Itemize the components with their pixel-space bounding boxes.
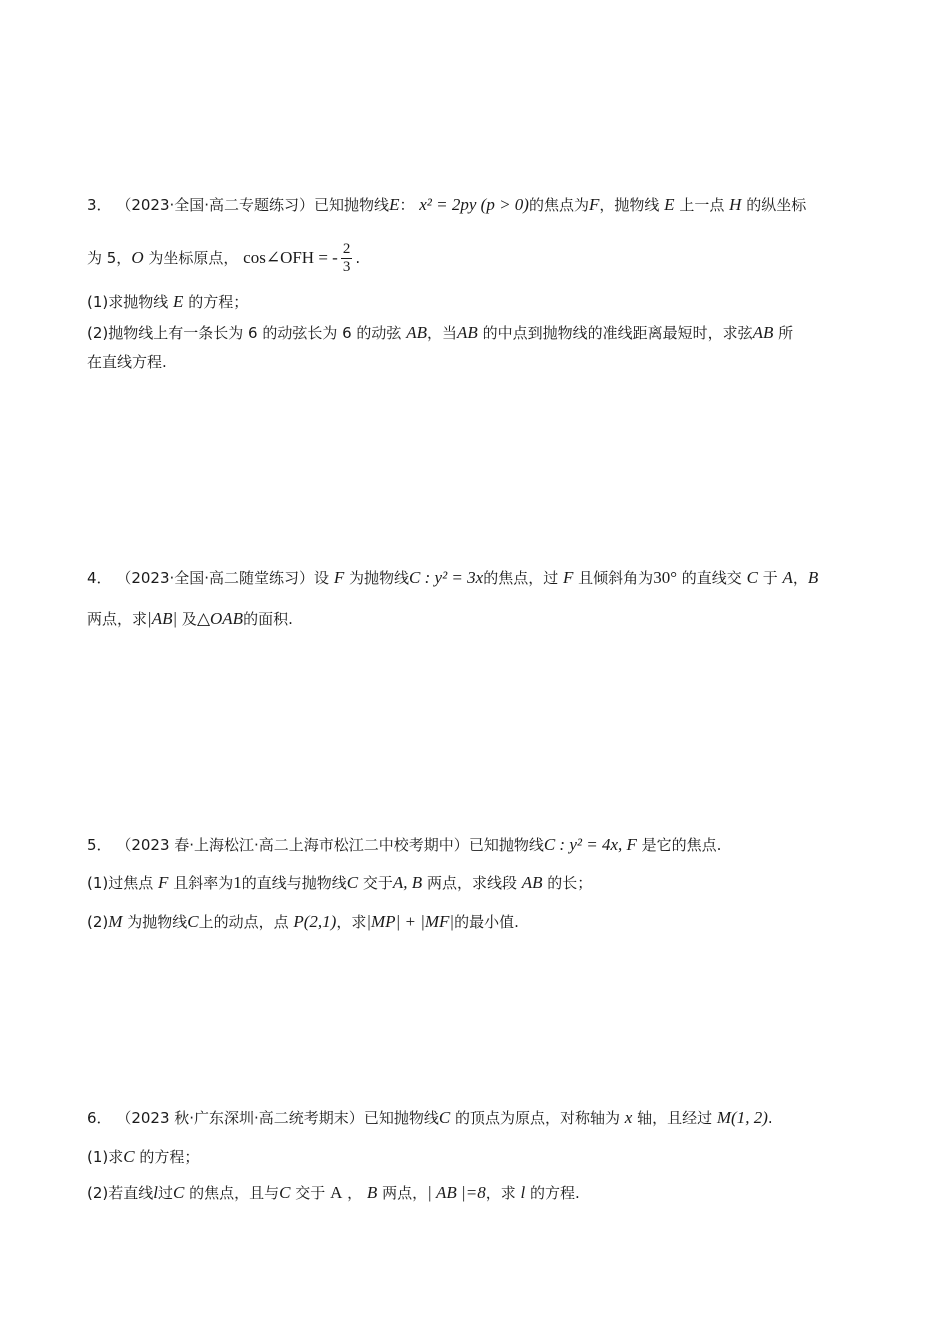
q6-text: 轴，且经过 bbox=[637, 1109, 713, 1127]
q5-line1 bbox=[87, 834, 860, 856]
q5-part1-text: (1)过焦点 bbox=[87, 874, 154, 892]
q6-point-M: M(1, 2) bbox=[716, 1108, 768, 1127]
q4-var-A: A bbox=[782, 568, 793, 587]
q4-text: 于 bbox=[762, 569, 778, 587]
q6-part2-text: 的焦点，且与 bbox=[189, 1184, 280, 1202]
q6-part2-text: 交于 bbox=[295, 1184, 326, 1202]
q3-text: 的焦点为 bbox=[528, 196, 589, 214]
q3-part2-text: (2)抛物线上有一条长为 6 的动弦长为 6 的动弦 bbox=[87, 324, 402, 342]
q5-var-M: M bbox=[108, 912, 123, 931]
q6-source: （2023 秋·广东深圳·高二统考期末） bbox=[116, 1109, 364, 1127]
q5-var-AB: AB bbox=[521, 873, 543, 892]
q3-var-AB: AB bbox=[406, 323, 427, 342]
q5-part1-text: 两点，求线段 bbox=[426, 874, 517, 892]
q4-line1 bbox=[87, 567, 860, 589]
q5-part1-text: 的长； bbox=[547, 874, 593, 892]
q6-var-l: l bbox=[520, 1183, 526, 1202]
q4-text: 及 bbox=[181, 610, 197, 628]
q6-part2-text: 两点， bbox=[382, 1184, 428, 1202]
q3-equation: x² = 2py (p > 0) bbox=[419, 195, 529, 214]
q3-var-O: O bbox=[131, 248, 144, 267]
q4-var-B: B bbox=[807, 568, 819, 587]
q3-text: 上一点 bbox=[679, 196, 725, 214]
q5-expr: |MP| + |MF| bbox=[366, 912, 455, 931]
q4-abs-AB: |AB| bbox=[147, 609, 178, 628]
q3-text: 为坐标原点， bbox=[148, 249, 239, 267]
q3-part1-text: 的方程； bbox=[188, 293, 249, 311]
q3-line2 bbox=[87, 241, 860, 276]
q3-var-H: H bbox=[729, 195, 742, 214]
q6-var-l: l bbox=[153, 1183, 158, 1202]
q3-number: 3． bbox=[87, 196, 112, 214]
q4-text: 两点，求 bbox=[87, 610, 148, 628]
q4-var-F: F bbox=[563, 568, 574, 587]
q3-frac-num: 2 bbox=[342, 241, 351, 257]
q6-part2-text: ，求 bbox=[485, 1184, 516, 1202]
q3-colon: ： bbox=[399, 196, 415, 214]
q6-line1 bbox=[87, 1107, 860, 1129]
q5-part2-text: (2) bbox=[87, 913, 109, 931]
q6-part2-text: 的方程. bbox=[530, 1184, 580, 1202]
q3-period: . bbox=[355, 249, 361, 267]
q5-source: （2023 春·上海松江·高二上海市松江二中校考期中） bbox=[116, 836, 469, 854]
q6-var-A: A bbox=[330, 1183, 343, 1202]
q6-part1-text: 的方程； bbox=[139, 1148, 200, 1166]
q3-part2-text: ，当 bbox=[426, 324, 457, 342]
q4-var-F: F bbox=[333, 568, 345, 587]
q3-var-E: E bbox=[389, 195, 400, 214]
q5-text: 已知抛物线 bbox=[468, 836, 544, 854]
q6-var-C: C bbox=[123, 1147, 135, 1166]
q4-text: 且倾斜角为 bbox=[578, 569, 654, 587]
q4-number: 4． bbox=[87, 569, 112, 587]
q3-var-E: E bbox=[664, 195, 675, 214]
q3-part1 bbox=[87, 291, 860, 313]
q5-part1 bbox=[87, 872, 860, 894]
q3-fraction bbox=[341, 241, 353, 276]
q3-part2-text: 所 bbox=[778, 324, 794, 342]
q4-source: （2023·全国·高二随堂练习） bbox=[116, 569, 315, 587]
q6-part1-text: (1)求 bbox=[87, 1148, 124, 1166]
q3-part2 bbox=[87, 322, 860, 344]
q6-var-C: C bbox=[438, 1108, 451, 1127]
q6-part2 bbox=[87, 1182, 860, 1204]
q3-part2-text: 在直线方程. bbox=[87, 353, 167, 371]
q3-frac-den: 3 bbox=[342, 259, 351, 275]
q6-var-C: C bbox=[173, 1183, 185, 1202]
q3-part2-text: 的中点到抛物线的准线距离最短时，求弦 bbox=[482, 324, 753, 342]
q5-number: 5． bbox=[87, 836, 112, 854]
q5-part2-text: 上的动点，点 bbox=[198, 913, 289, 931]
q5-part2-text: ，求 bbox=[336, 913, 367, 931]
q6-abs-AB: | AB |=8 bbox=[427, 1183, 486, 1202]
q5-part2 bbox=[87, 911, 860, 933]
q4-text: 为抛物线 bbox=[349, 569, 410, 587]
q5-var-AB: A, B bbox=[392, 873, 423, 892]
q6-period: . bbox=[767, 1109, 773, 1127]
q4-equation: C : y² = 3x bbox=[409, 568, 484, 587]
q5-var-C: C bbox=[187, 912, 199, 931]
q3-text: 已知抛物线 bbox=[314, 196, 390, 214]
q6-number: 6． bbox=[87, 1109, 112, 1127]
q5-text: 是它的焦点. bbox=[641, 836, 722, 854]
q5-part2-text: 的最小值. bbox=[454, 913, 519, 931]
q4-text: ， bbox=[792, 569, 808, 587]
q5-var-F: F bbox=[158, 873, 169, 892]
q4-triangle: △OAB bbox=[196, 609, 244, 628]
q4-line2 bbox=[87, 608, 860, 630]
q6-text: 已知抛物线 bbox=[363, 1109, 439, 1127]
q4-text: 的焦点，过 bbox=[483, 569, 559, 587]
q6-var-x: x bbox=[624, 1108, 633, 1127]
q5-part1-text: 交于 bbox=[362, 874, 393, 892]
q4-text: 的面积. bbox=[243, 610, 293, 628]
q4-text: 设 bbox=[314, 569, 330, 587]
q6-var-B: B bbox=[366, 1183, 378, 1202]
q3-var-F: F bbox=[588, 195, 600, 214]
q3-part1-text: (1)求抛物线 bbox=[87, 293, 169, 311]
q6-part1 bbox=[87, 1146, 860, 1168]
q5-part1-text: 且斜率为 bbox=[173, 874, 234, 892]
q5-point-P: P(2,1) bbox=[293, 912, 337, 931]
q3-text: ，抛物线 bbox=[599, 196, 660, 214]
q4-text: 的直线交 bbox=[681, 569, 742, 587]
q5-part2-text: 为抛物线 bbox=[127, 913, 188, 931]
q6-text: 的顶点为原点，对称轴为 bbox=[454, 1109, 620, 1127]
q3-text: 的纵坐标 bbox=[746, 196, 807, 214]
q3-source: （2023·全国·高二专题练习） bbox=[116, 196, 315, 214]
q3-part2-line2 bbox=[87, 351, 860, 373]
q4-angle: 30° bbox=[653, 568, 677, 587]
q3-var-E: E bbox=[173, 292, 184, 311]
q3-var-AB: AB bbox=[752, 323, 774, 342]
q3-cos-expr: cos∠OFH = - bbox=[243, 248, 338, 267]
q6-part2-text: (2)若直线 bbox=[87, 1184, 154, 1202]
q3-var-AB: AB bbox=[457, 323, 478, 342]
q5-slope-value: 1 bbox=[233, 873, 242, 892]
q4-var-C: C bbox=[746, 568, 758, 587]
q6-part2-text: ， bbox=[347, 1184, 363, 1202]
q6-var-C: C bbox=[279, 1183, 291, 1202]
q5-part1-text: 的直线与抛物线 bbox=[241, 874, 347, 892]
q5-var-C: C bbox=[346, 873, 359, 892]
q5-equation: C : y² = 4x, F bbox=[543, 835, 637, 854]
q6-part2-text: 过 bbox=[157, 1184, 173, 1202]
q3-line1 bbox=[87, 194, 860, 216]
q3-text: 为 5， bbox=[87, 249, 132, 267]
